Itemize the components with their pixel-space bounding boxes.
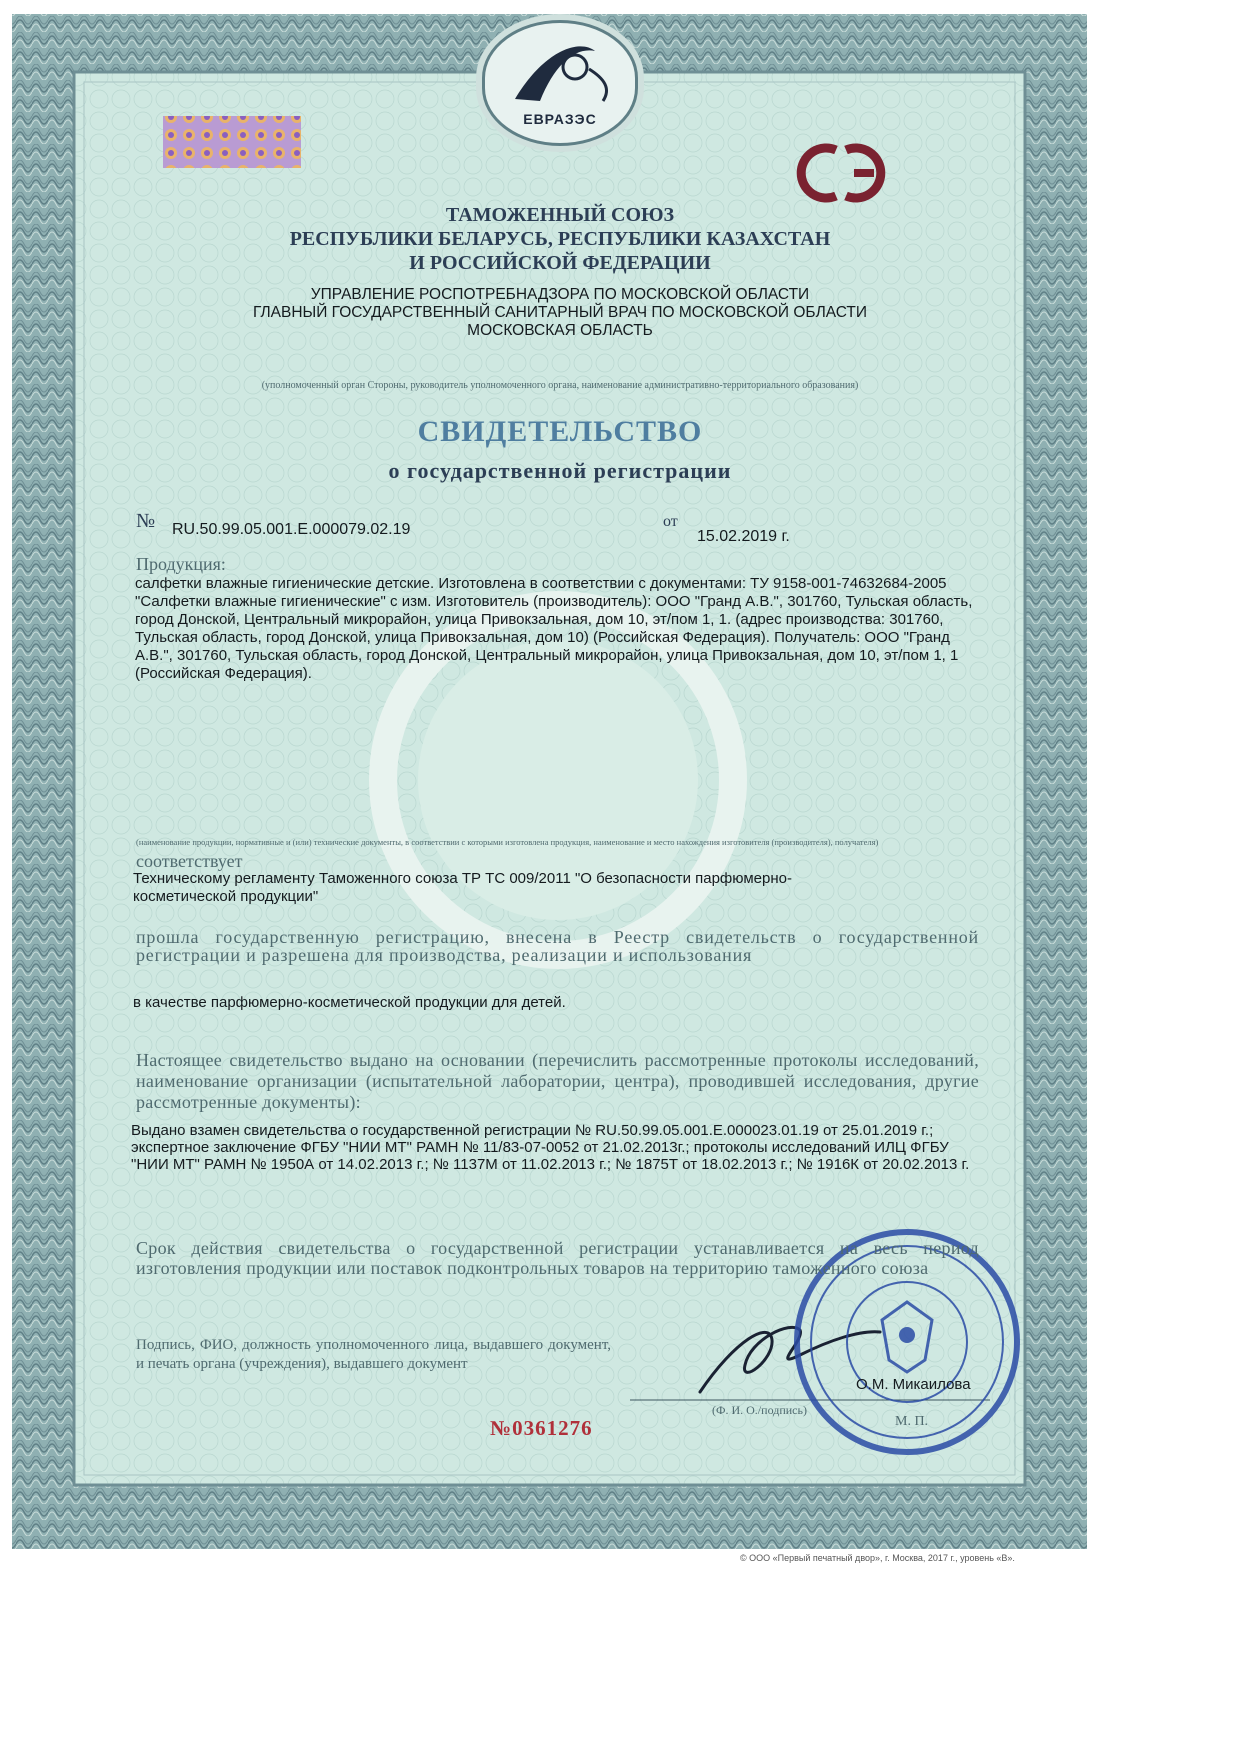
product-description: салфетки влажные гигиенические детские. Изготовлена в соответствии с документами: ТУ 9158-001-74632684-2005 "Салфетки влажные гигиенические" с изм. Изготовитель (производитель): ООО "Гранд А.В.", 301760, Тульская область, город Донской, Центральный микрорайон, улица Привокзальная, дом 10, эт/пом 1, 1. (адрес производства: 301760, Тульская область, город Донской, улица Привокзальная, дом 10) (Российская Федерация). Получатель: ООО "Гранд А.В.", 301760, Тульская область, город Донской, Центральный микрорайон, улица Привокзальная, дом 10, эт/пом 1, 1 (Российская Федерация).: [135, 575, 973, 682]
blank-serial-number: №0361276: [490, 1416, 593, 1440]
registered-text: в качестве парфюмерно-косметической продукции для детей.: [133, 994, 566, 1011]
document-subtitle: о государственной регистрации: [388, 458, 732, 483]
authority-caption: (уполномоченный орган Стороны, руководитель уполномоченного органа, наименование административно-территориального образования): [261, 380, 859, 391]
authority-block: [110, 286, 1010, 340]
emblem-label: ЕВРАЗЭС: [523, 111, 597, 127]
conformity-label: соответствует: [136, 851, 243, 871]
seal-label: М. П.: [895, 1414, 929, 1429]
signatory-name: О.М. Микаилова: [856, 1376, 971, 1393]
basis-text: Выдано взамен свидетельства о государственной регистрации № RU.50.99.05.001.Е.000023.01.19 от 25.01.2019 г.; экспертное заключение ФГБУ "НИИ МТ" РАМН № 11/83-07-0052 от 21.02.2013г.; протоколы исследований ИЛЦ ФГБУ "НИИ МТ" РАМН № 1950А от 14.02.2013 г.; № 1137М от 11.02.2013 г.; № 1875Т от 18.02.2013 г.; № 1916К от 20.02.2013 г.: [131, 1122, 970, 1173]
registration-number: RU.50.99.05.001.Е.000079.02.19: [172, 521, 411, 538]
hologram-strip: [163, 116, 301, 168]
authority-line3: МОСКОВСКАЯ ОБЛАСТЬ: [467, 322, 653, 339]
signature-label: Подпись, ФИО, должность уполномоченного лица, выдавшего документ, и печать органа (учреждения), выдавшего документ: [136, 1337, 611, 1372]
signature-caption: (Ф. И. О./подпись): [712, 1403, 807, 1417]
product-caption: (наименование продукции, нормативные и (или) технические документы, в соответствии с которыми изготовлена продукция, наименование и место нахождения изготовителя (производителя), получателя): [136, 837, 879, 847]
emblem-swoosh-icon: [485, 29, 635, 109]
number-label: №: [136, 510, 156, 532]
union-title-line1: ТАМОЖЕННЫЙ СОЮЗ: [445, 204, 675, 226]
evrazes-emblem: [482, 20, 638, 146]
union-title-line3: И РОССИЙСКОЙ ФЕДЕРАЦИИ: [409, 252, 711, 274]
printer-footer: © ООО «Первый печатный двор», г. Москва, 2017 г., уровень «В».: [740, 1553, 1015, 1563]
registered-label: прошла государственную регистрацию, внесена в Реестр свидетельств о государственной регистрации и разрешена для производства, реализации и использования: [136, 927, 979, 965]
union-title-line2: РЕСПУБЛИКИ БЕЛАРУСЬ, РЕСПУБЛИКИ КАЗАХСТАН: [289, 228, 831, 250]
union-title: [120, 203, 1000, 275]
document-title: СВИДЕТЕЛЬСТВО: [417, 415, 703, 448]
date-label: от: [663, 513, 678, 530]
registration-date: 15.02.2019 г.: [697, 528, 790, 545]
basis-label: Настоящее свидетельство выдано на основании (перечислить рассмотренные протоколы исследований, наименование организации (испытательной лаборатории, центра), проводившей исследования, другие рассмотренные документы):: [136, 1050, 979, 1112]
conformity-text: Техническому регламенту Таможенного союза ТР ТС 009/2011 "О безопасности парфюмерно-косметической продукции": [133, 870, 792, 905]
conformity-mark-icon: [790, 142, 890, 204]
validity-text: Срок действия свидетельства о государственной регистрации устанавливается на весь период изготовления продукции или поставок подконтрольных товаров на территорию таможенного союза: [136, 1238, 979, 1278]
conformity-mark: [790, 142, 890, 204]
authority-line1: УПРАВЛЕНИЕ РОСПОТРЕБНАДЗОРА ПО МОСКОВСКОЙ ОБЛАСТИ: [310, 286, 810, 303]
authority-line2: ГЛАВНЫЙ ГОСУДАРСТВЕННЫЙ САНИТАРНЫЙ ВРАЧ ПО МОСКОВСКОЙ ОБЛАСТИ: [252, 304, 868, 321]
product-label: Продукция:: [136, 554, 226, 574]
